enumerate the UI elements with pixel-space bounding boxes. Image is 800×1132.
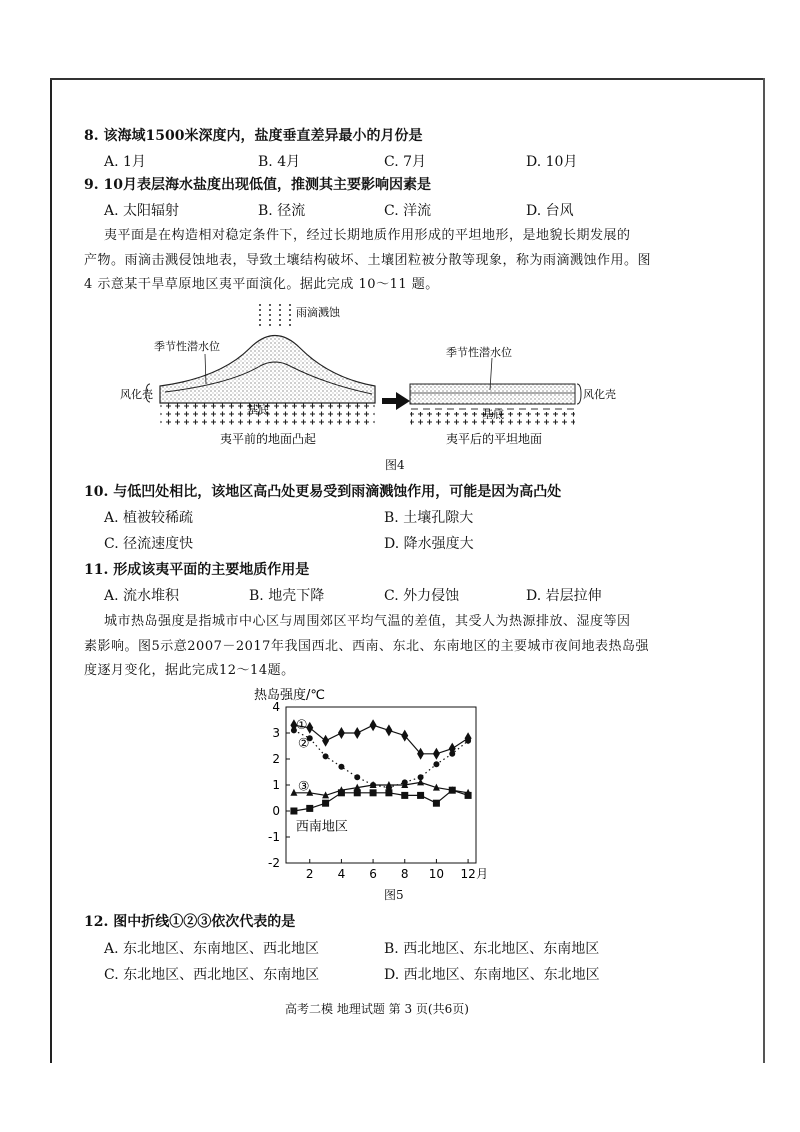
option-b: B. 径流	[258, 203, 306, 219]
option-b: B. 西北地区、东北地区、东南地区	[384, 941, 600, 957]
option-a: A. 太阳辐射	[104, 203, 180, 219]
option-a: A. 东北地区、东南地区、西北地区	[104, 941, 320, 957]
y-tick-label: 3	[272, 726, 280, 740]
data-point-diamond	[370, 719, 377, 731]
figure-5-line-chart	[250, 683, 510, 883]
arrow-icon	[382, 392, 410, 410]
y-tick-label: 4	[272, 700, 280, 714]
option-b: B. 4月	[258, 154, 301, 170]
option-d: D. 西北地区、东南地区、东北地区	[384, 967, 600, 983]
option-b: B. 土壤孔隙大	[384, 510, 474, 526]
data-point-diamond	[417, 748, 424, 760]
data-point-circle	[323, 753, 329, 759]
y-tick-label: 0	[272, 804, 280, 818]
x-tick-label: 12	[460, 867, 476, 881]
x-tick-label: 2	[305, 867, 314, 881]
option-c: C. 外力侵蚀	[384, 588, 460, 604]
data-point-circle	[449, 751, 455, 757]
data-point-diamond	[354, 727, 361, 739]
data-point-circle	[465, 738, 471, 744]
x-tick-label: 8	[400, 867, 409, 881]
water-table-label: 季节性潜水位	[154, 340, 220, 353]
data-point-diamond	[401, 730, 408, 742]
data-point-square	[338, 789, 345, 796]
water-table-label: 季节性潜水位	[446, 346, 512, 359]
question-11-stem: 11. 形成该夷平面的主要地质作用是	[84, 562, 310, 578]
option-d: D. 台风	[526, 203, 574, 219]
data-point-square	[449, 787, 456, 794]
option-c: C. 7月	[384, 154, 427, 170]
data-point-square	[401, 792, 408, 799]
data-point-square	[385, 789, 392, 796]
data-point-circle	[338, 764, 344, 770]
base-label: 基底	[482, 408, 504, 421]
question-8-stem: 8. 该海域1500米深度内，盐度垂直差异最小的月份是	[84, 128, 423, 144]
raindrop-marks	[260, 304, 290, 326]
figure-5-caption: 图5	[384, 888, 404, 902]
data-point-square	[354, 789, 361, 796]
data-point-diamond	[338, 727, 345, 739]
data-point-circle	[433, 761, 439, 767]
y-tick-label: -2	[268, 856, 280, 870]
page-footer: 高考二模 地理试题 第 3 页(共6页)	[285, 1002, 469, 1016]
data-point-square	[306, 805, 313, 812]
y-tick-label: 2	[272, 752, 280, 766]
page-border	[50, 78, 765, 80]
crust-label: 风化壳	[120, 388, 153, 401]
rain-label: 雨滴溅蚀	[296, 306, 340, 319]
data-point-square	[433, 800, 440, 807]
passage-line: 度逐月变化，据此完成12～14题。	[84, 663, 295, 678]
series-line	[294, 779, 468, 795]
option-d: D. 10月	[526, 154, 578, 170]
passage-line: 产物。雨滴击溅侵蚀地表，导致土壤结构破坏、土壤团粒被分散等现象，称为雨滴溅蚀作用。图	[84, 253, 652, 268]
crust-label: 风化壳	[583, 388, 616, 401]
weathering-crust-flat	[410, 384, 575, 404]
passage-line: 夷平面是在构造相对稳定条件下，经过长期地质作用形成的平坦地形，是地貌长期发展的	[104, 228, 631, 243]
x-axis-unit-label: 月	[476, 867, 489, 881]
right-caption: 夷平后的平坦地面	[446, 432, 543, 446]
question-9-stem: 9. 10月表层海水盐度出现低值，推测其主要影响因素是	[84, 177, 431, 193]
passage-line: 素影响。图5示意2007－2017年我国西北、西南、东北、东南地区的主要城市夜间地表热岛强	[84, 639, 649, 654]
data-point-diamond	[322, 735, 329, 747]
data-point-square	[290, 808, 297, 815]
passage-line: 城市热岛强度是指城市中心区与周围郊区平均气温的差值，其受人为热源排放、湿度等因	[104, 614, 631, 629]
passage-line: 4 示意某干旱草原地区夷平面演化。据此完成 10～11 题。	[84, 277, 439, 292]
data-point-square	[417, 792, 424, 799]
option-c: C. 径流速度快	[104, 536, 194, 552]
option-a: A. 流水堆积	[104, 588, 180, 604]
option-d: D. 降水强度大	[384, 536, 474, 552]
page-border	[50, 78, 52, 1063]
data-point-diamond	[385, 724, 392, 736]
figure-4-diagram	[110, 298, 630, 458]
series-label-southwest: 西南地区	[295, 819, 348, 835]
data-point-square	[322, 800, 329, 807]
option-c: C. 洋流	[384, 203, 432, 219]
data-point-diamond	[433, 748, 440, 760]
option-b: B. 地壳下降	[249, 588, 325, 604]
data-point-circle	[354, 774, 360, 780]
option-a: A. 1月	[104, 154, 146, 170]
question-10-stem: 10. 与低凹处相比，该地区高凸处更易受到雨滴溅蚀作用，可能是因为高凸处	[84, 484, 562, 500]
option-d: D. 岩层拉伸	[526, 588, 602, 604]
series-label-3: ③	[297, 779, 310, 795]
page-border	[763, 78, 765, 1063]
option-c: C. 东北地区、西北地区、东南地区	[104, 967, 320, 983]
y-tick-label: -1	[268, 830, 280, 844]
series-line	[294, 730, 468, 787]
data-point-square	[465, 792, 472, 799]
question-12-stem: 12. 图中折线①②③依次代表的是	[84, 914, 296, 930]
x-tick-label: 10	[428, 867, 445, 881]
series-label-1: ①	[295, 718, 308, 734]
series-label-2: ②	[297, 736, 310, 752]
x-tick-label: 6	[369, 867, 377, 881]
data-point-square	[370, 789, 377, 796]
series-line	[294, 790, 468, 811]
left-caption: 夷平前的地面凸起	[220, 432, 317, 446]
y-axis-label: 热岛强度/℃	[254, 688, 325, 703]
figure-4-caption: 图4	[385, 458, 405, 472]
data-point-triangle	[417, 778, 424, 785]
x-tick-label: 4	[337, 867, 346, 881]
option-a: A. 植被较稀疏	[104, 510, 194, 526]
y-tick-label: 1	[272, 778, 280, 792]
base-label: 基底	[247, 403, 269, 416]
